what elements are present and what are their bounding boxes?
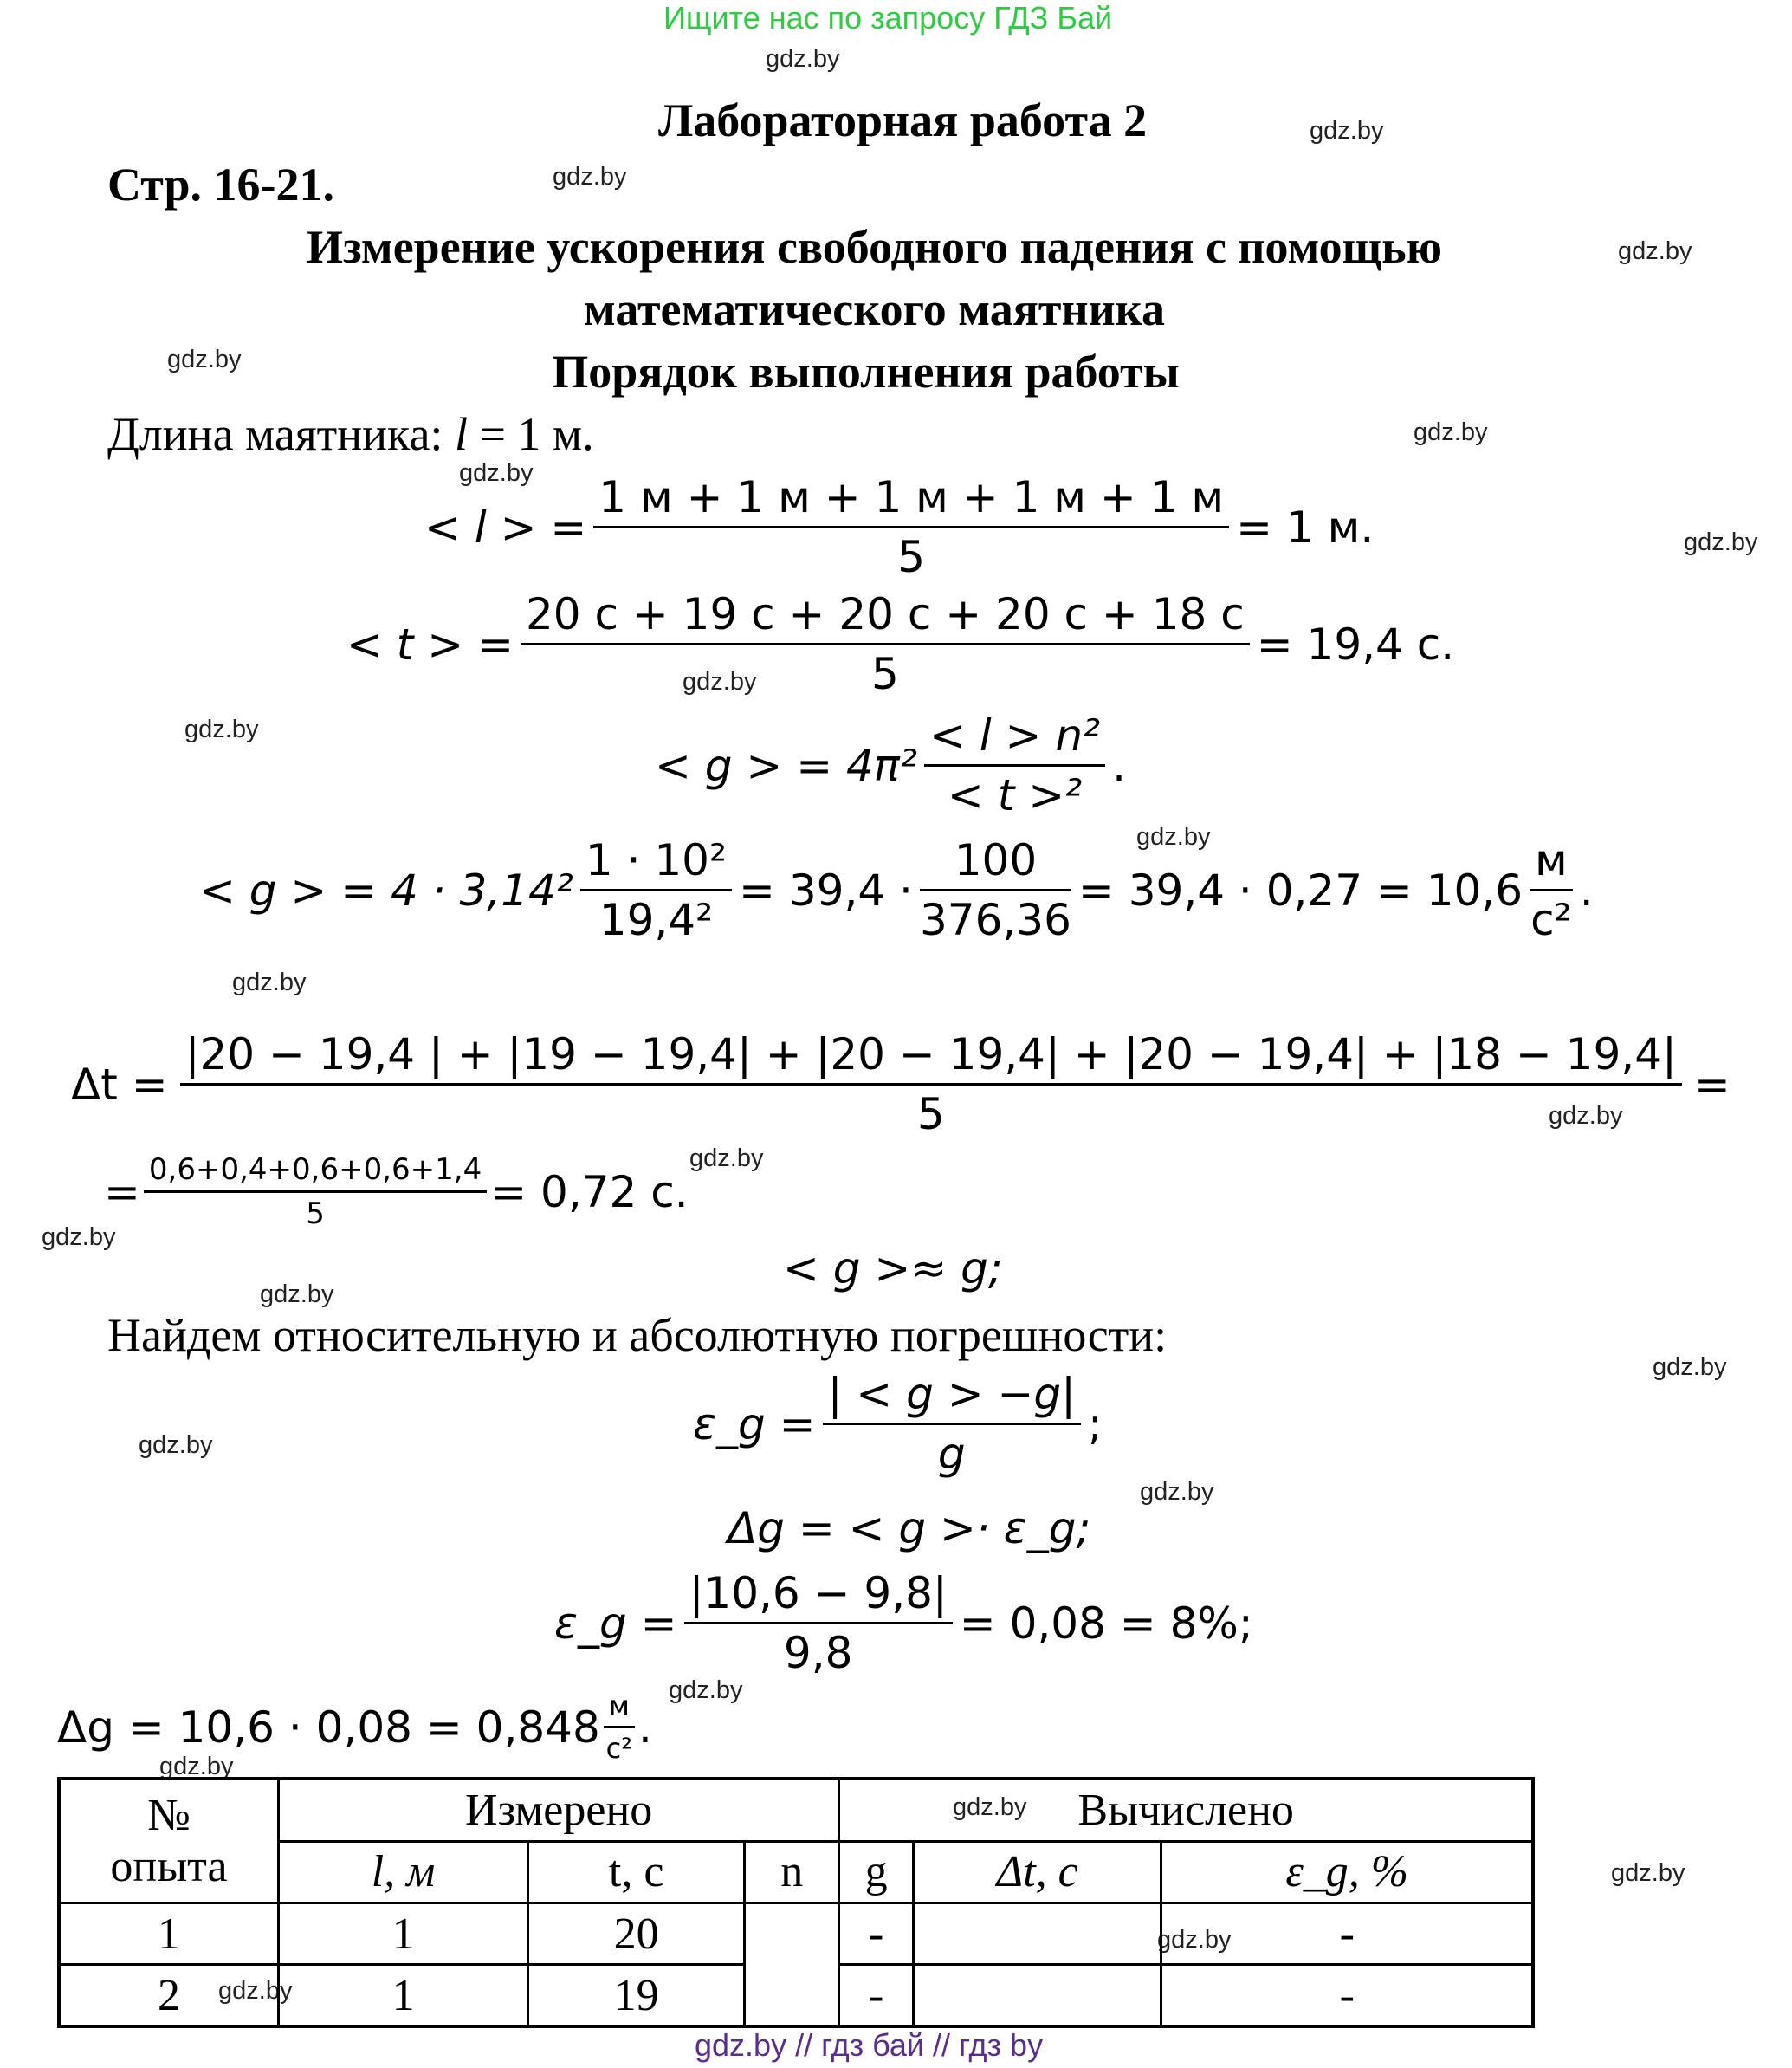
equation-delta-g: Δg = < g >· ε_g; xyxy=(728,1503,1091,1553)
page-title: Лабораторная работа 2 xyxy=(658,94,1148,146)
watermark: gdz.by xyxy=(167,346,242,373)
subtitle-line-2: математического маятника xyxy=(584,283,1165,335)
watermark: gdz.by xyxy=(689,1144,764,1172)
column-n: n xyxy=(745,1841,839,1903)
watermark: gdz.by xyxy=(42,1223,116,1251)
watermark: gdz.by xyxy=(260,1280,334,1308)
watermark: gdz.by xyxy=(218,1977,293,2005)
watermark: gdz.by xyxy=(683,668,757,696)
watermark: gdz.by xyxy=(1414,418,1488,446)
watermark: gdz.by xyxy=(1140,1478,1214,1506)
watermark: gdz.by xyxy=(184,716,259,743)
column-g: g xyxy=(839,1841,914,1903)
equation-delta-t: Δt = |20 − 19,4 | + |19 − 19,4| + |20 − 19,4| + |20 − 19,4| + |18 − 19,4| 5 = xyxy=(71,1029,1731,1139)
footer-links[interactable]: gdz.by // гдз бай // гдз by xyxy=(695,2027,1044,2063)
watermark: gdz.by xyxy=(1136,823,1211,851)
subtitle-line-1: Измерение ускорения свободного падения с помощью xyxy=(306,221,1442,273)
approx-equation: < g >≈ g; xyxy=(783,1243,1003,1293)
watermark: gdz.by xyxy=(232,969,307,996)
equation-mean-time: < t > = $\frac{20 с + 19 с + 20 с + 20 с + 18 с}{5}$ = 19,4 с. xyxy=(346,589,1455,699)
table-row: 1 1 20 - - xyxy=(59,1903,1533,1965)
watermark: gdz.by xyxy=(1157,1926,1232,1954)
n-merged-cell xyxy=(745,1903,839,2027)
equation-delta-t-value: = $\frac{0,6+0,4+0,6+0,6+1,4}{5}$ = 0,72 с. xyxy=(104,1152,689,1231)
equation-epsilon-value: ε_g = $\frac{|10,6 - 9,8|}{9,8}$ = 0,08 = 8%; xyxy=(554,1568,1253,1678)
column-epsilon: ε_g, % xyxy=(1161,1841,1533,1903)
watermark: gdz.by xyxy=(1611,1859,1685,1887)
watermark: gdz.by xyxy=(159,1753,234,1780)
length-line: Длина маятника: l = 1 м. xyxy=(107,408,594,460)
equation-epsilon: ε_g = $\frac{| < g > -g|}{g}$ ; xyxy=(693,1369,1103,1479)
header-experiment-number: № опыта xyxy=(59,1779,279,1903)
results-table xyxy=(57,1777,1535,2028)
watermark: gdz.by xyxy=(669,1676,743,1704)
table-row: 2 1 19 - - xyxy=(59,1965,1533,2027)
watermark: gdz.by xyxy=(953,1793,1027,1821)
equation-g-formula: < g > = 4π² $\frac{\text{< l > n²}}{\text{< t >²}}$ . xyxy=(655,710,1126,820)
column-time: t, с xyxy=(528,1841,745,1903)
watermark: gdz.by xyxy=(1684,528,1758,556)
header-calculated: Вычислено xyxy=(839,1779,1533,1841)
page-reference: Стр. 16-21. xyxy=(107,159,334,211)
equation-delta-g-value: Δg = 10,6 · 0,08 = 0,848 $\frac{м}{\text{с²}}$ . xyxy=(57,1689,652,1765)
header-measured: Измерено xyxy=(279,1779,839,1841)
promo-banner[interactable]: Ищите нас по запросу ГДЗ Бай xyxy=(663,0,1113,36)
column-delta-t: Δt, с xyxy=(913,1841,1161,1903)
errors-text: Найдем относительную и абсолютную погрешности: xyxy=(107,1309,1168,1361)
watermark: gdz.by xyxy=(1618,237,1692,265)
column-length: l, м xyxy=(279,1841,528,1903)
equation-g-value: < g > = 4 · 3,14² $\frac{\text{1 · 10²}}{\text{19,4²}}$ = 39,4 · $\frac{100}{376,36}$ = 39,4 · 0,27 = 10,6 $\frac{м}{\text{с²}}$ . xyxy=(199,835,1594,945)
watermark: gdz.by xyxy=(1653,1353,1727,1381)
watermark: gdz.by xyxy=(1549,1102,1623,1130)
watermark: gdz.by xyxy=(459,459,534,487)
watermark: gdz.by xyxy=(553,163,627,191)
watermark: gdz.by xyxy=(1310,117,1384,145)
watermark: gdz.by xyxy=(766,45,840,73)
section-heading: Порядок выполнения работы xyxy=(552,346,1180,398)
watermark: gdz.by xyxy=(139,1431,213,1459)
equation-mean-length: < l > = $\frac{1 м + 1 м + 1 м + 1 м + 1 м}{5}$ = 1 м. xyxy=(424,472,1375,582)
